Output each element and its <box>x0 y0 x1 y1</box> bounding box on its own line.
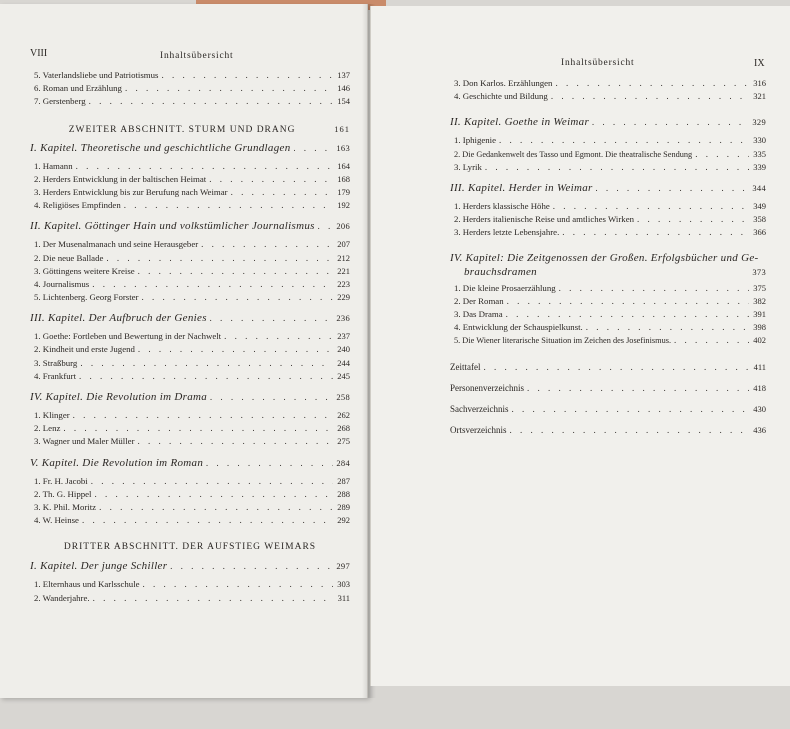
toc-entry: 3. Lyrik . . . 339 <box>450 162 766 175</box>
toc-entry: 3. Göttingens weitere Kreise . . . 221 <box>30 266 350 279</box>
toc-entry: 3. Herders Entwicklung bis zur Berufung nach Weimar . . . 179 <box>30 187 350 200</box>
right-toc <box>450 78 766 438</box>
toc-entry: 4. W. Heinse . . . 292 <box>30 515 350 528</box>
toc-entry: 6. Roman und Erzählung . . . 146 <box>30 83 350 96</box>
toc-entry: 3. Herders letzte Lebensjahre. . . . 366 <box>450 227 766 240</box>
toc-entry: 4. Entwicklung der Schauspielkunst. . . . 398 <box>450 322 766 335</box>
toc-entry: 1. Klinger . . . 262 <box>30 410 350 423</box>
toc-entry: 4. Journalismus . . . 223 <box>30 279 350 292</box>
appendix-entry: Zeittafel . . . 411 <box>450 362 766 375</box>
toc-entry: 2. Der Roman . . . 382 <box>450 296 766 309</box>
toc-entry: 3. Don Karlos. Erzählungen . . . 316 <box>450 78 766 91</box>
toc-entry: 7. Gerstenberg . . . 154 <box>30 96 350 109</box>
chapter-heading: III. Kapitel. Herder in Weimar . . . 344 <box>450 182 766 198</box>
chapter-title-line: IV. Kapitel: Die Zeitgenossen der Großen. Erfolgsbücher und Ge- <box>450 251 759 264</box>
right-running-head: Inhaltsübersicht <box>561 58 635 68</box>
toc-entry: 3. Wagner und Maler Müller . . . 275 <box>30 436 350 449</box>
right-folio: IX <box>754 58 765 69</box>
appendix-entry: Personenverzeichnis . . . 418 <box>450 383 766 396</box>
chapter-heading: III. Kapitel. Der Aufbruch der Genies . . . 236 <box>30 312 350 328</box>
toc-entry: 1. Iphigenie . . . 330 <box>450 135 766 148</box>
toc-entry: 5. Die Wiener literarische Situation im Zeichen des Josefinismus. . . . 402 <box>450 335 766 348</box>
toc-entry: 2. Th. G. Hippel . . . 288 <box>30 489 350 502</box>
chapter-title-line: brauchsdramen <box>464 265 537 278</box>
chapter-heading: II. Kapitel. Goethe in Weimar . . . 329 <box>450 116 766 132</box>
toc-entry: 1. Herders klassische Höhe . . . 349 <box>450 201 766 214</box>
toc-entry: 1. Hamann . . . 164 <box>30 161 350 174</box>
toc-entry: 4. Geschichte und Bildung . . . 321 <box>450 91 766 104</box>
toc-entry: 2. Die neue Ballade . . . 212 <box>30 253 350 266</box>
toc-entry: 4. Religiöses Empfinden . . . 192 <box>30 200 350 213</box>
left-running-head: Inhaltsübersicht <box>160 51 234 61</box>
toc-entry: 2. Lenz . . . 268 <box>30 423 350 436</box>
toc-entry: 2. Herders Entwicklung in der baltischen Heimat . . . 168 <box>30 174 350 187</box>
toc-entry: 3. K. Phil. Moritz . . . 289 <box>30 502 350 515</box>
toc-entry: 1. Fr. H. Jacobi . . . 287 <box>30 476 350 489</box>
chapter-heading: IV. Kapitel. Die Revolution im Drama . . . 258 <box>30 391 350 407</box>
toc-entry: 5. Vaterlandsliebe und Patriotismus . . . 137 <box>30 70 350 83</box>
section-heading: DRITTER ABSCHNITT. DER AUFSTIEG WEIMARS <box>63 542 317 553</box>
section-heading: ZWEITER ABSCHNITT. STURM UND DRANG 161 <box>68 123 350 135</box>
chapter-heading: V. Kapitel. Die Revolution im Roman . . . 284 <box>30 457 350 473</box>
toc-entry: 1. Elternhaus und Karlsschule . . . 303 <box>30 579 350 592</box>
toc-entry: 1. Die kleine Prosaerzählung . . . 375 <box>450 283 766 296</box>
toc-entry: 2. Herders italienische Reise und amtliches Wirken . . . 358 <box>450 214 766 227</box>
toc-entry: 4. Frankfurt . . . 245 <box>30 371 350 384</box>
left-toc <box>30 70 350 606</box>
chapter-page: 373 <box>752 266 766 277</box>
toc-entry: 3. Das Drama . . . 391 <box>450 309 766 322</box>
appendix-entry: Sachverzeichnis . . . 430 <box>450 404 766 417</box>
toc-entry: 5. Lichtenberg. Georg Forster . . . 229 <box>30 292 350 305</box>
toc-entry: 3. Straßburg . . . 244 <box>30 358 350 371</box>
chapter-heading: I. Kapitel. Theoretische und geschichtliche Grundlagen . . . 163 <box>30 142 350 158</box>
chapter-heading: I. Kapitel. Der junge Schiller . . . 297 <box>30 560 350 576</box>
toc-entry: 2. Die Gedankenwelt des Tasso und Egmont. Die theatralische Sendung . . . 335 <box>450 149 766 162</box>
appendix-entry: Ortsverzeichnis . . . 436 <box>450 425 766 438</box>
chapter-heading: II. Kapitel. Göttinger Hain und volkstümlicher Journalismus . . . 206 <box>30 220 350 236</box>
toc-entry: 1. Goethe: Fortleben und Bewertung in der Nachwelt . . . 237 <box>30 331 350 344</box>
toc-entry: 1. Der Musenalmanach und seine Herausgeber . . . 207 <box>30 239 350 252</box>
left-folio: VIII <box>30 48 48 59</box>
toc-entry: 2. Kindheit und erste Jugend . . . 240 <box>30 344 350 357</box>
toc-entry: 2. Wanderjahre. . . . 311 <box>30 593 350 606</box>
chapter-heading <box>450 251 766 279</box>
